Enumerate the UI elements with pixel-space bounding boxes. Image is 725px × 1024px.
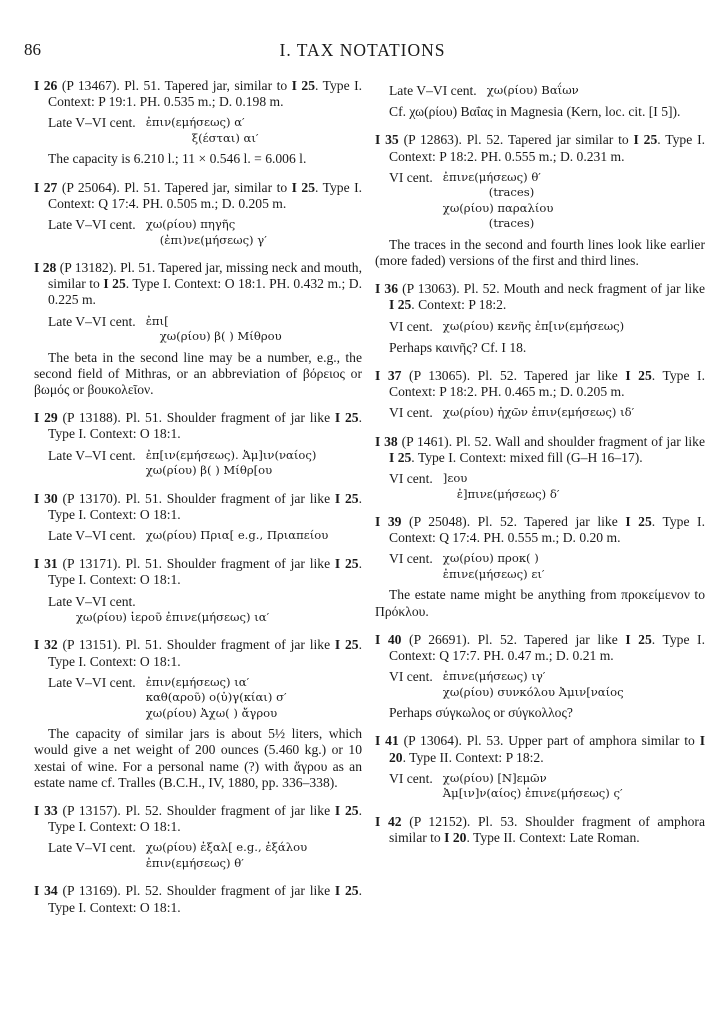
inscription-line: ἐπιν(εμήσεως) θ′: [145, 855, 244, 870]
inscription-line: χω(ρίου) β( ) Μίθρ[ου: [145, 463, 273, 478]
catalogue-entry: [34, 260, 362, 398]
entry-heading: [34, 556, 362, 588]
entry-heading: [34, 803, 362, 835]
entry-note: Perhaps καινῆς? Cf. I 18.: [389, 339, 527, 355]
entry-reference: I 25: [625, 514, 652, 530]
catalogue-entry: [375, 83, 705, 120]
entry-id: I 27: [34, 179, 58, 195]
inscription-line: ἐπινε(μήσεως) θ′: [442, 169, 541, 184]
entry-heading: [375, 733, 705, 765]
entry-heading: [375, 132, 705, 164]
entry-details: . Type I. Context: Q 17:4. PH. 0.555 m.; D. 0.20 m.: [389, 514, 705, 546]
entry-reference: I 20: [444, 830, 467, 846]
inscription-line: χω(ρίου) παραλίου: [442, 200, 554, 215]
catalogue-entry: [34, 180, 362, 248]
entry-note: Perhaps σύγκωλος or σύγκολλος?: [389, 705, 573, 721]
inscription-line: χω(ρίου) Βαΐων: [486, 83, 579, 97]
entry-reference: I 25: [103, 276, 126, 292]
entry-details: . Type I. Context: O 18:1.: [48, 637, 362, 669]
entry-id: I 28: [34, 260, 57, 276]
entry-id: I 31: [34, 556, 58, 572]
page-number: 86: [24, 40, 41, 59]
catalogue-entry: [34, 556, 362, 625]
catalogue-entry: [34, 637, 362, 791]
inscription-line: ξ(έσται) αι′: [191, 130, 259, 145]
inscription-line: χω(ρίου) [N]εμῶν: [442, 770, 547, 785]
entry-id: I 41: [375, 733, 399, 749]
inscription-block: [48, 217, 362, 248]
inscription-line: ἐπιν(εμήσεως) α′: [145, 115, 245, 130]
inscription-date: VI cent.: [389, 318, 433, 334]
catalogue-entry: [375, 281, 705, 356]
entry-heading: [375, 514, 705, 546]
entry-heading: [34, 637, 362, 669]
entry-reference: I 25: [334, 803, 359, 819]
entry-heading: [375, 368, 705, 400]
inscription-date: VI cent.: [389, 169, 433, 185]
entry-details: . Type II. Context: Late Roman.: [466, 830, 640, 846]
catalogue-entry: [375, 514, 705, 620]
entry-id: I 26: [34, 78, 58, 93]
inscription-block: [389, 405, 705, 421]
entry-heading: [34, 410, 362, 442]
page-header: [0, 40, 725, 66]
catalogue-entry: [375, 733, 705, 801]
entry-details: . Type I. Context: mixed fill (G–H 16–17).: [411, 449, 643, 465]
inscription-line: (traces): [488, 216, 535, 231]
entry-details: . Type I. Context: Q 17:4. PH. 0.505 m.; D. 0.205 m.: [48, 179, 362, 211]
entry-id: I 35: [375, 132, 399, 148]
inscription-line: (ἐπι)νε(μήσεως) γ′: [159, 232, 267, 247]
entry-details: . Type I. Context: O 18:1.: [48, 490, 362, 522]
entry-note: The estate name might be anything from προκείμενον to Πρόκλου.: [375, 587, 705, 619]
inscription-block: [389, 170, 705, 232]
entry-reference: I 20: [389, 733, 705, 765]
inscription-block: [48, 528, 362, 544]
entry-reference: I 25: [334, 410, 359, 426]
entry-details: . Type I. Context: Q 17:7. PH. 0.47 m.; D. 0.21 m.: [389, 631, 705, 664]
inscription-block: [48, 448, 362, 479]
entry-reference: I 25: [334, 490, 359, 506]
entry-reference: I 25: [625, 631, 652, 647]
inscription-date: Late V–VI cent.: [48, 447, 136, 463]
inscription-line: χω(ρίου) ἐξαλ[ e.g., ἐξάλου: [145, 840, 308, 855]
inscription-date: VI cent.: [389, 405, 433, 421]
inscription-line: χω(ρίου) συνκόλου Ἀμιν[ναίος: [442, 684, 624, 699]
inscription-line: ἐπινε(μήσεως) ει′: [442, 566, 545, 581]
entry-details: . Type I. Context: P 18:2. PH. 0.465 m.; D. 0.205 m.: [389, 368, 705, 400]
entry-description: (P 25064). Pl. 51. Tapered jar, similar to: [57, 179, 292, 195]
entry-description: (P 13182). Pl. 51. Tapered jar, missing neck and mouth, similar to: [48, 260, 362, 292]
entry-id: I 40: [375, 631, 402, 647]
entry-id: I 33: [34, 803, 58, 819]
inscription-line: ἐπινε(μήσεως) ιγ′: [442, 669, 546, 684]
entry-description: (P 1461). Pl. 52. Wall and shoulder fragment of jar like: [397, 433, 705, 449]
catalogue-entry: [375, 132, 705, 269]
inscription-date: Late V–VI cent.: [389, 83, 477, 98]
entry-reference: I 25: [633, 132, 658, 148]
left-column: [34, 78, 362, 928]
inscription-block: [389, 669, 705, 700]
entry-details: . Type II. Context: P 18:2.: [402, 749, 544, 765]
entry-heading: [375, 814, 705, 846]
inscription-line: (traces): [488, 185, 535, 200]
entry-id: I 39: [375, 514, 402, 530]
inscription-date: Late V–VI cent.: [48, 217, 136, 233]
entry-description: (P 12152). Pl. 53. Shoulder fragment of amphora similar to: [389, 813, 705, 846]
inscription-date: Late V–VI cent.: [48, 593, 136, 609]
entry-details: . Context: P 18:2.: [411, 297, 507, 313]
entry-description: (P 13063). Pl. 52. Mouth and neck fragment of jar like: [398, 281, 705, 297]
entry-details: . Type I. Context: P 19:1. PH. 0.535 m.; D. 0.198 m.: [48, 78, 362, 110]
inscription-block: [48, 675, 362, 722]
entry-details: . Type I. Context: P 18:2. PH. 0.555 m.; D. 0.231 m.: [389, 132, 705, 164]
entry-heading: [375, 632, 705, 664]
entry-description: (P 13188). Pl. 51. Shoulder fragment of jar like: [57, 410, 335, 426]
inscription-date: VI cent.: [389, 770, 433, 786]
entry-id: I 30: [34, 490, 58, 506]
entry-id: I 36: [375, 281, 398, 297]
entry-id: I 29: [34, 410, 58, 426]
entry-id: I 37: [375, 368, 402, 384]
entry-heading: [34, 883, 362, 915]
inscription-block: [389, 551, 705, 582]
catalogue-entry: [375, 632, 705, 722]
inscription-date: VI cent.: [389, 669, 433, 685]
inscription-block: [389, 319, 705, 335]
entry-reference: I 25: [334, 883, 359, 899]
entry-description: (P 13170). Pl. 51. Shoulder fragment of jar like: [57, 490, 335, 506]
entry-details: . Type I. Context: O 18:1.: [48, 803, 362, 835]
inscription-line: ἐπ[ιν(εμήσεως). Ἀμ]ιν(ναίος): [145, 447, 317, 462]
running-title: I. TAX NOTATIONS: [279, 40, 446, 60]
entry-description: (P 13169). Pl. 52. Shoulder fragment of jar like: [57, 883, 335, 899]
inscription-line: ἐ]πινε(μήσεως) δ′: [456, 486, 560, 501]
entry-note: The traces in the second and fourth lines look like earlier (more faded) versions of the first and third lines.: [375, 236, 705, 269]
inscription-line: χω(ρίου) ἠχῶν ἐπιν(εμήσεως) ιδ′: [442, 405, 635, 420]
inscription-line: χω(ρίου) κενῆς ἐπ[ιν(εμήσεως): [442, 318, 625, 333]
inscription-block: [389, 771, 705, 802]
entry-note: The capacity of similar jars is about 5½ liters, which would give a net weight of 200 ounces (5.460 kg.) or 10 xestai of wine. For a personal name (?) with ἄγρου as an estate name cf. Tralles (B.C.H., IV, 1880, pp. 336–338).: [34, 726, 362, 790]
entry-id: I 32: [34, 637, 58, 653]
catalogue-entry: [34, 78, 362, 168]
inscription-line: Ἀμ[ιν]ν(αίος) ἐπινε(μήσεως) ς′: [442, 786, 623, 801]
entry-description: (P 12863). Pl. 52. Tapered jar similar to: [398, 132, 634, 148]
entry-note: The capacity is 6.210 l.; 11 × 0.546 l. = 6.006 l.: [48, 151, 307, 167]
entry-description: (P 13065). Pl. 52. Tapered jar like: [401, 368, 626, 384]
entry-heading: [34, 260, 362, 309]
inscription-block: [389, 83, 705, 99]
entry-note: Cf. χω(ρίου) Βαΐας in Magnesia (Kern, loc. cit. [I 5]).: [389, 104, 681, 120]
inscription-block: [48, 314, 362, 345]
inscription-date: Late V–VI cent.: [48, 313, 136, 329]
inscription-line: χω(ρίου) πηγῆς: [145, 217, 236, 232]
inscription-line: ἐπιν(εμήσεως) ια′: [145, 674, 250, 689]
entry-details: . Type I. Context: O 18:1.: [48, 883, 362, 915]
inscription-date: Late V–VI cent.: [48, 528, 136, 544]
catalogue-entry: [34, 491, 362, 545]
entry-heading: [375, 434, 705, 466]
entry-description: (P 25048). Pl. 52. Tapered jar like: [401, 514, 626, 530]
inscription-date: Late V–VI cent.: [48, 115, 136, 131]
entry-id: I 38: [375, 433, 398, 449]
catalogue-entry: [375, 368, 705, 422]
entry-description: (P 26691). Pl. 52. Tapered jar like: [401, 631, 626, 647]
entry-id: I 42: [375, 813, 402, 829]
right-column: [375, 78, 705, 858]
entry-description: (P 13151). Pl. 51. Shoulder fragment of jar like: [57, 637, 335, 653]
entry-reference: I 25: [389, 449, 412, 465]
catalogue-entry: [375, 814, 705, 846]
inscription-date: Late V–VI cent.: [48, 840, 136, 856]
entry-details: . Type I. Context: O 18:1. PH. 0.432 m.; D. 0.225 m.: [48, 276, 362, 308]
inscription-line: χω(ρίου) προκ( ): [442, 551, 539, 566]
entry-reference: I 25: [291, 179, 315, 195]
entry-reference: I 25: [625, 368, 652, 384]
entry-reference: I 25: [389, 297, 412, 313]
entry-reference: I 25: [291, 78, 315, 93]
inscription-block: [389, 471, 705, 502]
inscription-line: ]εου: [442, 471, 468, 486]
entry-reference: I 25: [334, 637, 359, 653]
entry-note: The beta in the second line may be a number, e.g., the second field of Mithras, or an abbreviation of βόρειος or βωμός or βουκολεῖον.: [34, 349, 362, 398]
inscription-block: [48, 115, 362, 146]
catalogue-entry: [34, 803, 362, 871]
entry-details: . Type I. Context: O 18:1.: [48, 556, 362, 588]
entry-heading: [34, 491, 362, 523]
inscription-line: χω(ρίου) Πρια[ e.g., Πριαπείου: [145, 528, 329, 543]
entry-heading: [34, 180, 362, 212]
catalogue-entry: [375, 434, 705, 502]
entry-heading: [375, 281, 705, 313]
inscription-line: χω(ρίου) β( ) Μίθρου: [159, 329, 282, 344]
inscription-date: VI cent.: [389, 471, 433, 487]
inscription-line: χω(ρίου) Ἀχω( ) ἄγρου: [145, 705, 278, 720]
inscription-date: VI cent.: [389, 551, 433, 567]
entry-description: (P 13467). Pl. 51. Tapered jar, similar to: [57, 78, 292, 93]
inscription-line: ἐπι[: [145, 313, 169, 328]
catalogue-entry: [34, 410, 362, 478]
entry-id: I 34: [34, 883, 58, 899]
entry-heading: [34, 78, 362, 110]
entry-details: . Type I. Context: O 18:1.: [48, 410, 362, 442]
catalogue-entry: [34, 883, 362, 915]
inscription-line: χω(ρίου) ἱεροῦ ἐπινε(μήσεως) ια′: [76, 609, 270, 624]
inscription-date: Late V–VI cent.: [48, 674, 136, 690]
entry-description: (P 13064). Pl. 53. Upper part of amphora similar to: [398, 733, 700, 749]
entry-description: (P 13157). Pl. 52. Shoulder fragment of jar like: [57, 803, 335, 819]
inscription-block: [48, 594, 362, 626]
entry-reference: I 25: [334, 556, 359, 572]
inscription-line: καθ(αροῦ) ο(ὐ)γ(κίαι) σ′: [145, 690, 287, 705]
entry-description: (P 13171). Pl. 51. Shoulder fragment of jar like: [57, 556, 335, 572]
inscription-block: [48, 840, 362, 871]
